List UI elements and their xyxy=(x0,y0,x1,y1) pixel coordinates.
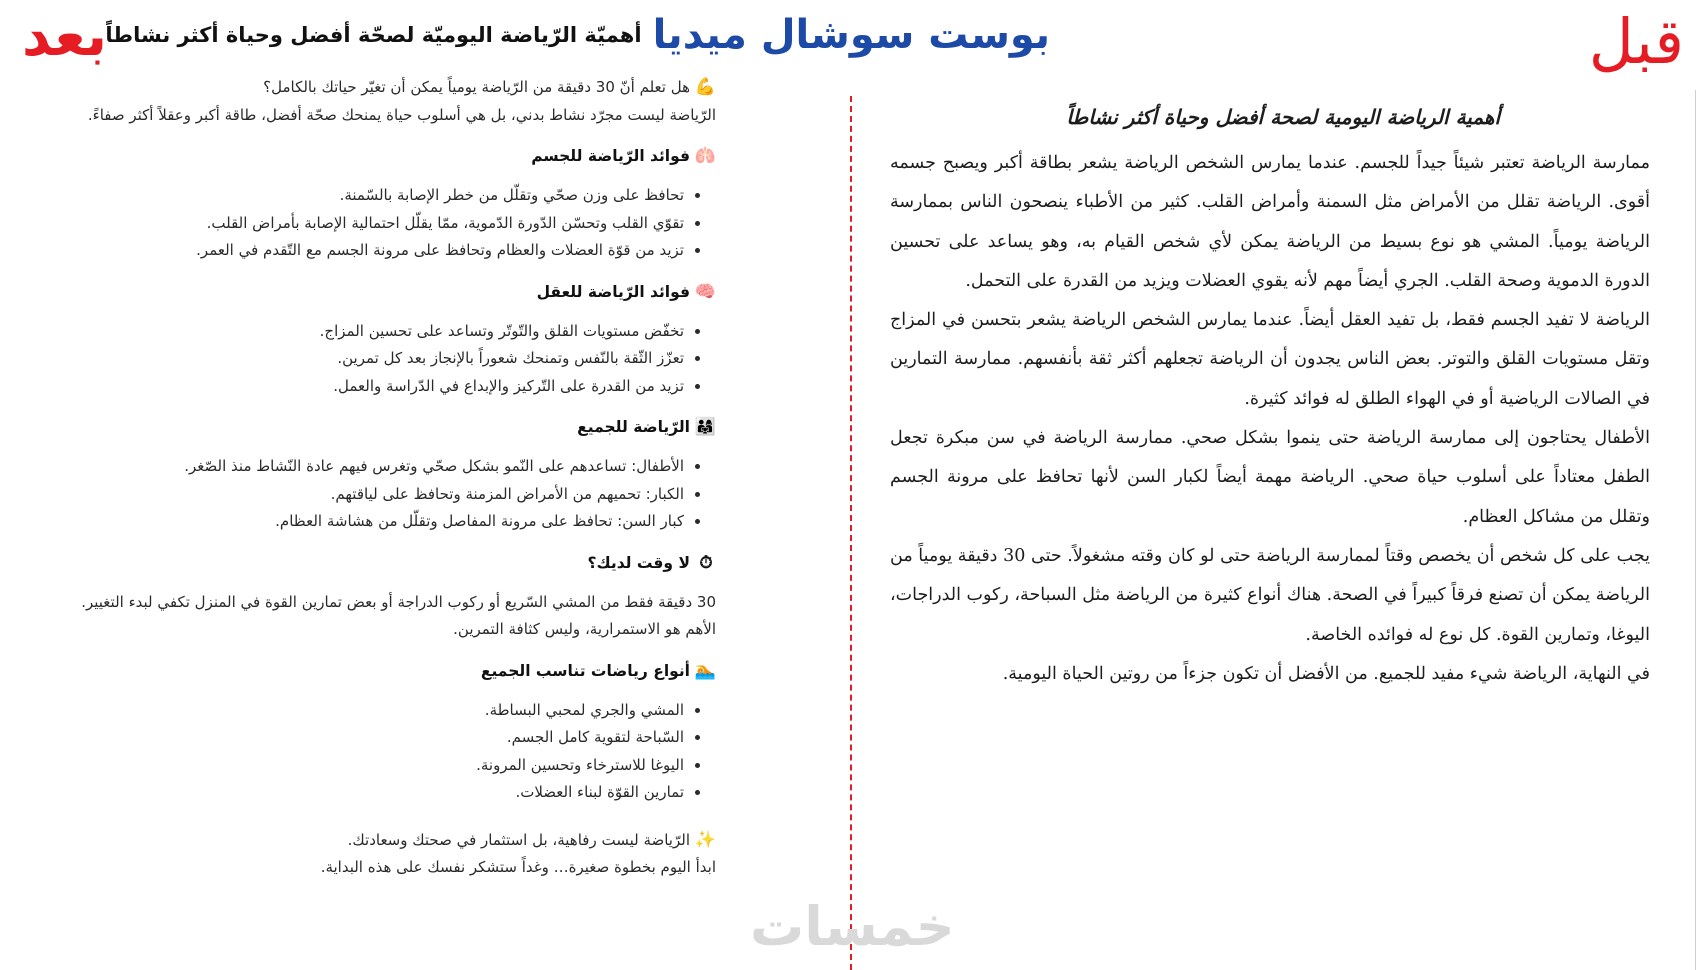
for-all-list xyxy=(60,453,716,536)
section-title-no-time: ⏱لا وقت لديك؟ xyxy=(60,550,716,577)
list-item: • تعزّز الثّقة بالنّفس وتمنحك شعوراً بالإنجاز بعد كل تمرين. xyxy=(60,345,684,373)
section-title-body: 🫁فوائد الرّياضة للجسم xyxy=(60,143,716,170)
before-panel xyxy=(890,100,1650,694)
list-item: • الكبار: تحميهم من الأمراض المزمنة وتحافظ على لياقتهم. xyxy=(60,481,684,509)
before-paragraph: الأطفال يحتاجون إلى ممارسة الرياضة حتى ينموا بشكل صحي. ممارسة الرياضة في سن مبكرة تجعل الطفل معتاداً على أسلوب حياة صحي. الرياضة مهمة أيضاً لكبار السن لأنها تحافظ على مرونة الجسم وتقلل من مشاكل العظام. xyxy=(890,428,1650,527)
after-panel xyxy=(60,74,716,882)
dashed-divider xyxy=(850,96,852,970)
no-time-text: 30 دقيقة فقط من المشي السّريع أو ركوب الدراجة أو بعض تمارين القوة في المنزل تكفي لبدء التغيير. xyxy=(81,592,716,611)
sparkles-icon: ✨ xyxy=(694,829,716,850)
page-heading xyxy=(105,12,1050,58)
types-list xyxy=(60,697,716,807)
watermark-logo: خمسات xyxy=(750,895,955,958)
body-benefits-list xyxy=(60,182,716,265)
before-label: قبل xyxy=(1588,5,1684,78)
section-title-mind: 🧠فوائد الرّياضة للعقل xyxy=(60,279,716,306)
before-paragraph: ممارسة الرياضة تعتبر شيئاً جيداً للجسم. عندما يمارس الشخص الرياضة يشعر بطاقة أكبر ويصبح جسمه أقوى. الرياضة تقلل من الأمراض مثل السمنة وأمراض القلب. كثير من الأطباء ينصحون الناس بممارسة الرياضة يومياً. المشي هو نوع بسيط من الرياضة يمكن لأي شخص القيام به، وهو يساعد على تحسين الدورة الدموية وصحة القلب. الجري أيضاً مهم لأنه يقوي العضلات ويزيد من القدرة على التحمل. xyxy=(890,153,1650,291)
swimmer-icon: 🏊 xyxy=(694,660,716,681)
family-icon: 👨‍👩‍👧 xyxy=(694,417,716,437)
intro-text: الرّياضة ليست مجرّد نشاط بدني، بل هي أسلوب حياة يمنحك صحّة أفضل، طاقة أكبر وعقلاً أكثر صفاءً. xyxy=(87,105,716,124)
lungs-icon: 🫁 xyxy=(694,146,716,166)
list-item: • تحافظ على وزن صحّي وتقلّل من خطر الإصابة بالسّمنة. xyxy=(60,182,684,210)
flexed-biceps-icon: 💪 xyxy=(694,77,716,97)
closing-line-2: ابدأ اليوم بخطوة صغيرة… وغداً ستشكر نفسك على هذه البداية. xyxy=(320,858,716,876)
no-time-note: الأهم هو الاستمرارية، وليس كثافة التمرين. xyxy=(453,620,716,638)
closing-line: ✨الرّياضة ليست رفاهية، بل استثمار في صحتك وسعادتك. xyxy=(60,827,716,855)
mind-benefits-list xyxy=(60,318,716,401)
list-item: • تزيد من قوّة العضلات والعظام وتحافظ على مرونة الجسم مع التّقدم في العمر. xyxy=(60,237,684,265)
list-item: • الأطفال: تساعدهم على النّمو بشكل صحّي وتغرس فيهم عادة النّشاط منذ الصّغر. xyxy=(60,453,684,481)
page-edge-line xyxy=(1695,90,1696,970)
section-title-for-all: 👨‍👩‍👧الرّياضة للجميع xyxy=(60,414,716,441)
list-item: • تقوّي القلب وتحسّن الدّورة الدّموية، ممّا يقلّل احتمالية الإصابة بأمراض القلب. xyxy=(60,210,684,238)
list-item: • اليوغا للاسترخاء وتحسين المرونة. xyxy=(60,752,684,780)
section-title-types: 🏊أنواع رياضات تناسب الجميع xyxy=(60,658,716,685)
before-paragraph: في النهاية، الرياضة شيء مفيد للجميع. من الأفضل أن تكون جزءاً من روتين الحياة اليومية. xyxy=(1002,663,1650,684)
list-item: • تخفّض مستويات القلق والتّوتّر وتساعد على تحسين المزاج. xyxy=(60,318,684,346)
brain-icon: 🧠 xyxy=(694,281,716,302)
list-item: • تزيد من القدرة على التّركيز والإبداع في الدّراسة والعمل. xyxy=(60,373,684,401)
heading-title: بوست سوشال ميديا xyxy=(652,12,1050,58)
after-label: بعد xyxy=(22,4,107,69)
stopwatch-icon: ⏱ xyxy=(699,552,713,573)
list-item: • كبار السن: تحافظ على مرونة المفاصل وتقلّل من هشاشة العظام. xyxy=(60,508,684,536)
before-paragraph: يجب على كل شخص أن يخصص وقتاً لممارسة الرياضة حتى لو كان وقته مشغولاً. حتى 30 دقيقة يومياً من الرياضة يمكن أن تصنع فرقاً كبيراً في الصحة. هناك أنواع كثيرة من الرياضة مثل السباحة، ركوب الدراجات، اليوغا، وتمارين القوة. كل نوع له فوائده الخاصة. xyxy=(890,545,1650,645)
before-title: أهمية الرياضة اليومية لصحة أفضل وحياة أكثر نشاطاً xyxy=(1066,105,1500,129)
before-paragraph: الرياضة لا تفيد الجسم فقط، بل تفيد العقل أيضاً. عندما يمارس الشخص الرياضة يشعر بتحسن في المزاج وتقل مستويات القلق والتوتر. بعض الناس يجدون أن الرياضة تجعلهم أكثر ثقة بأنفسهم. ممارسة التمارين في الصالات الرياضية أو في الهواء الطلق له فوائد كثيرة. xyxy=(890,310,1650,409)
list-item: • السّباحة لتقوية كامل الجسم. xyxy=(60,724,684,752)
heading-subtitle: أهميّة الرّياضة اليوميّة لصحّة أفضل وحياة أكثر نشاطاً xyxy=(105,23,642,47)
list-item: • تمارين القوّة لبناء العضلات. xyxy=(60,779,684,807)
list-item: • المشي والجري لمحبي البساطة. xyxy=(60,697,684,725)
intro-line: 💪هل تعلم أنّ 30 دقيقة من الرّياضة يومياً يمكن أن تغيّر حياتك بالكامل؟ xyxy=(60,74,716,102)
